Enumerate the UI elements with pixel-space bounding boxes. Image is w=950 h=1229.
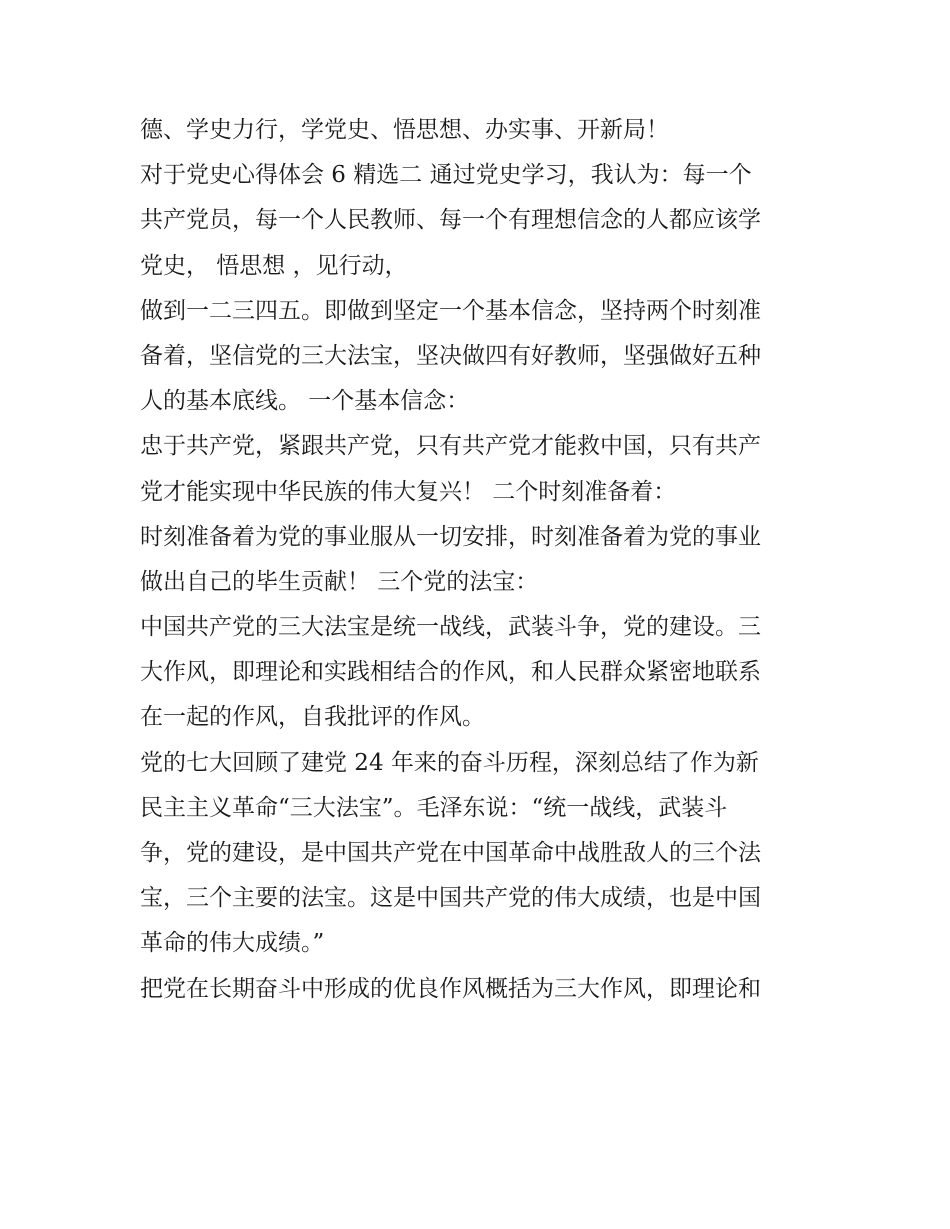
text-line: 做到一二三四五。即做到坚定一个基本信念，坚持两个时刻准 [140,297,761,324]
text-line: 把党在长期奋斗中形成的优良作风概括为三大作风，即理论和 [140,975,761,1002]
text-line: 党才能实现中华民族的伟大复兴！ 二个时刻准备着： [140,478,677,505]
text-line: 争，党的建设，是中国共产党在中国革命中战胜敌人的三个法 [140,840,761,866]
text-line: 人的基本底线。 一个基本信念： [140,388,470,415]
text-line: 党的七大回顾了建党 24 年来的奋斗历程，深刻总结了作为新 [140,749,759,776]
text-line: 民主主义革命“三大法宝”。毛泽东说：“统一战线，武装斗 [140,794,728,821]
text-line: 德、学史力行，学党史、悟思想、办实事、开新局！ [140,117,669,143]
text-line: 备着，坚信党的三大法宝，坚决做四有好教师，坚强做好五种 [140,342,761,369]
text-line: 共产党员，每一个人民教师、每一个有理想信念的人都应该学 [140,207,761,234]
text-line: 忠于共产党，紧跟共产党，只有共产党才能救中国，只有共产 [140,433,761,460]
text-line: 对于党史心得体会 6 精选二 通过党史学习，我认为：每一个 [140,162,752,189]
text-line: 做出自己的毕生贡献！ 三个党的法宝： [140,568,539,595]
text-line: 革命的伟大成绩。” [140,930,325,957]
text-line: 大作风，即理论和实践相结合的作风，和人民群众紧密地联系 [140,659,761,686]
text-line: 党史， 悟思想 ，见行动， [140,252,408,279]
text-line: 宝，三个主要的法宝。这是中国共产党的伟大成绩，也是中国 [140,885,761,912]
text-line: 时刻准备着为党的事业服从一切安排，时刻准备着为党的事业 [140,523,761,550]
text-line: 在一起的作风，自我批评的作风。 [140,704,485,731]
body-text [140,108,820,1012]
text-line: 中国共产党的三大法宝是统一战线，武装斗争，党的建设。三 [140,614,761,641]
